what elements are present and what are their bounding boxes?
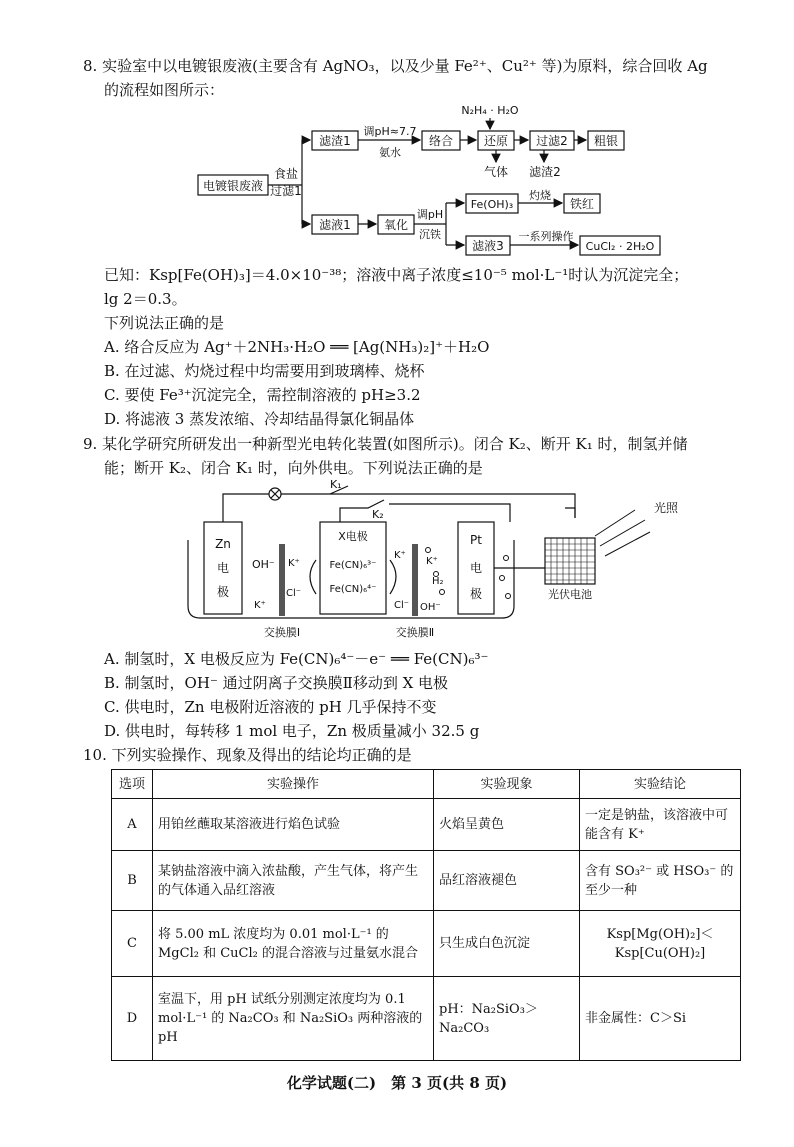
flow-iron-red-label: 铁红	[569, 197, 595, 211]
flow-start-label: 电镀银废液	[202, 179, 264, 193]
q8-stem-line2: 的流程如图所示：	[104, 81, 225, 99]
k-label-mid: K⁺	[394, 550, 406, 561]
cycle-arrow-left	[310, 560, 316, 594]
table-row	[112, 977, 741, 1061]
flow-adjust-ph2-label: 调pH	[416, 208, 444, 221]
q9-option-d[interactable]: D. 供电时，每转移 1 mol 电子，Zn 极质量减小 32.5 g	[104, 722, 480, 740]
q8-option-d[interactable]: D. 将滤液 3 蒸发浓缩、冷却结晶得氯化铜晶体	[104, 410, 415, 428]
q8-option-a[interactable]: A. 络合反应为 Ag⁺＋2NH₃·H₂O ══ [Ag(NH₃)₂]⁺＋H₂O	[104, 338, 490, 356]
membrane-1	[279, 544, 285, 616]
page-footer: 化学试题(二) 第 3 页(共 8 页)	[286, 1074, 508, 1092]
pt-label: Pt	[470, 533, 482, 547]
flow-adjust-ph-label: 调pH≈7.7	[363, 125, 417, 138]
row-conclusion: 非金属性：C＞Si	[580, 977, 741, 1061]
zn-label: Zn	[215, 537, 231, 551]
q8-prompt: 下列说法正确的是	[104, 314, 225, 332]
oh-label-left: OH⁻	[252, 558, 275, 571]
flow-oxidize-label: 氧化	[383, 218, 409, 232]
flow-complex-label: 络合	[428, 134, 454, 148]
k-label-right: K⁺	[426, 556, 438, 567]
row-phenomenon: 只生成白色沉淀	[434, 911, 580, 977]
flow-crude-ag-label: 粗银	[593, 134, 619, 148]
membrane-1-label: 交换膜Ⅰ	[263, 626, 301, 639]
table-row	[112, 799, 741, 851]
cl-label-mem1: Cl⁻	[286, 588, 302, 599]
pv-label: 光伏电池	[548, 588, 592, 601]
k2-label: K₂	[372, 508, 384, 521]
flow-filter2-label: 过滤2	[536, 134, 568, 148]
light-rays	[595, 510, 650, 556]
pt-char3: 极	[469, 587, 483, 601]
row-option[interactable]: C	[112, 911, 153, 977]
flow-filtrate3-label: 滤液3	[472, 239, 504, 253]
flow-feoh3-label: Fe(OH)₃	[470, 198, 514, 211]
col-header-phenomenon: 实验现象	[434, 770, 580, 799]
row-phenomenon: 品红溶液褪色	[434, 851, 580, 911]
table-header-row	[112, 770, 741, 799]
pv-panel	[545, 538, 595, 584]
row-conclusion: 含有 SO₃²⁻ 或 HSO₃⁻ 的至少一种	[580, 851, 741, 911]
row-conclusion: 一定是钠盐，该溶液中可能含有 K⁺	[580, 799, 741, 851]
q8-known-line1: 已知：Ksp[Fe(OH)₃]＝4.0×10⁻³⁸；溶液中离子浓度≤10⁻⁵ mol·L⁻¹时认为沉淀完全；	[104, 266, 689, 284]
row-phenomenon: pH：Na₂SiO₃＞Na₂CO₃	[434, 977, 580, 1061]
q8-option-b[interactable]: B. 在过滤、灼烧过程中均需要用到玻璃棒、烧杯	[104, 362, 425, 380]
q8-known-line2: lg 2＝0.3。	[104, 290, 187, 308]
q9-option-b[interactable]: B. 制氢时，OH⁻ 通过阴离子交换膜Ⅱ移动到 X 电极	[104, 674, 449, 692]
flow-filtrate1-label: 滤液1	[319, 218, 351, 232]
flow-residue1-label: 滤渣1	[319, 134, 351, 148]
row-conclusion: Ksp[Mg(OH)₂]＜Ksp[Cu(OH)₂]	[580, 911, 741, 977]
k-label-left: K⁺	[254, 600, 266, 611]
col-header-operation: 实验操作	[153, 770, 434, 799]
pt-char2: 电	[469, 561, 483, 575]
row-operation: 将 5.00 mL 浓度均为 0.01 mol·L⁻¹ 的 MgCl₂ 和 CuCl₂ 的混合溶液与过量氨水混合	[153, 911, 434, 977]
membrane-2	[412, 544, 418, 616]
row-phenomenon: 火焰呈黄色	[434, 799, 580, 851]
flow-gas-label: 气体	[483, 165, 509, 179]
h2-label: H₂	[432, 576, 444, 587]
q10-table	[111, 769, 741, 1061]
row-option[interactable]: D	[112, 977, 153, 1061]
q9-stem-line1: 9. 某化学研究所研发出一种新型光电转化装置(如图所示)。闭合 K₂、断开 K₁ 时，制氢并储	[83, 435, 688, 453]
flow-series-ops-label: 一系列操作	[518, 230, 574, 243]
q8-option-c[interactable]: C. 要使 Fe³⁺沉淀完全，需控制溶液的 pH≥3.2	[104, 386, 421, 404]
q9-device-diagram	[180, 478, 710, 643]
flow-reduce-label: 还原	[483, 134, 509, 148]
row-operation: 室温下，用 pH 试纸分别测定浓度均为 0.1 mol·L⁻¹ 的 Na₂CO₃ 和 Na₂SiO₃ 两种溶液的 pH	[153, 977, 434, 1061]
x-electrode-title: X电极	[338, 530, 368, 543]
flow-filter1-label: 过滤1	[270, 184, 302, 198]
cl-label-mid: Cl⁻	[394, 600, 410, 611]
flow-salt-label: 食盐	[273, 167, 299, 181]
row-option[interactable]: B	[112, 851, 153, 911]
q10-stem: 10. 下列实验操作、现象及得出的结论均正确的是	[83, 746, 412, 764]
flow-cucl2-label: CuCl₂ · 2H₂O	[585, 240, 655, 253]
oh-label-right: OH⁻	[420, 602, 441, 613]
q9-option-c[interactable]: C. 供电时，Zn 电极附近溶液的 pH 几乎保持不变	[104, 698, 437, 716]
q8-stem-line1: 8. 实验室中以电镀银废液(主要含有 AgNO₃，以及少量 Fe²⁺、Cu²⁺ 等)为原料，综合回收 Ag	[83, 57, 708, 75]
flow-precip-fe-label: 沉铁	[419, 228, 441, 241]
table-row	[112, 911, 741, 977]
q9-stem-line2: 能；断开 K₂、闭合 K₁ 时，向外供电。下列说法正确的是	[104, 459, 483, 477]
q8-flow-diagram	[190, 100, 730, 260]
membrane-2-label: 交换膜Ⅱ	[395, 626, 435, 639]
flow-ammonia-label: 氨水	[379, 146, 401, 159]
zn-char2: 电	[216, 561, 230, 575]
row-operation: 某钠盐溶液中滴入浓盐酸，产生气体，将产生的气体通入品红溶液	[153, 851, 434, 911]
light-label: 光照	[654, 501, 679, 515]
flow-calcine-label: 灼烧	[529, 189, 551, 202]
k1-label: K₁	[330, 478, 342, 491]
zn-char3: 极	[216, 585, 230, 599]
flow-residue2-label: 滤渣2	[529, 165, 561, 179]
x-ion-1: Fe(CN)₆³⁻	[329, 560, 377, 571]
row-operation: 用铂丝蘸取某溶液进行焰色试验	[153, 799, 434, 851]
table-row	[112, 851, 741, 911]
row-option[interactable]: A	[112, 799, 153, 851]
x-ion-2: Fe(CN)₆⁴⁻	[329, 584, 377, 595]
col-header-option: 选项	[112, 770, 153, 799]
k-label-mem1: K⁺	[288, 558, 300, 569]
col-header-conclusion: 实验结论	[580, 770, 741, 799]
cycle-arrow-right	[390, 560, 396, 594]
q9-option-a[interactable]: A. 制氢时，X 电极反应为 Fe(CN)₆⁴⁻－e⁻ ══ Fe(CN)₆³⁻	[104, 650, 489, 668]
flow-n2h4-label: N₂H₄ · H₂O	[461, 104, 519, 117]
